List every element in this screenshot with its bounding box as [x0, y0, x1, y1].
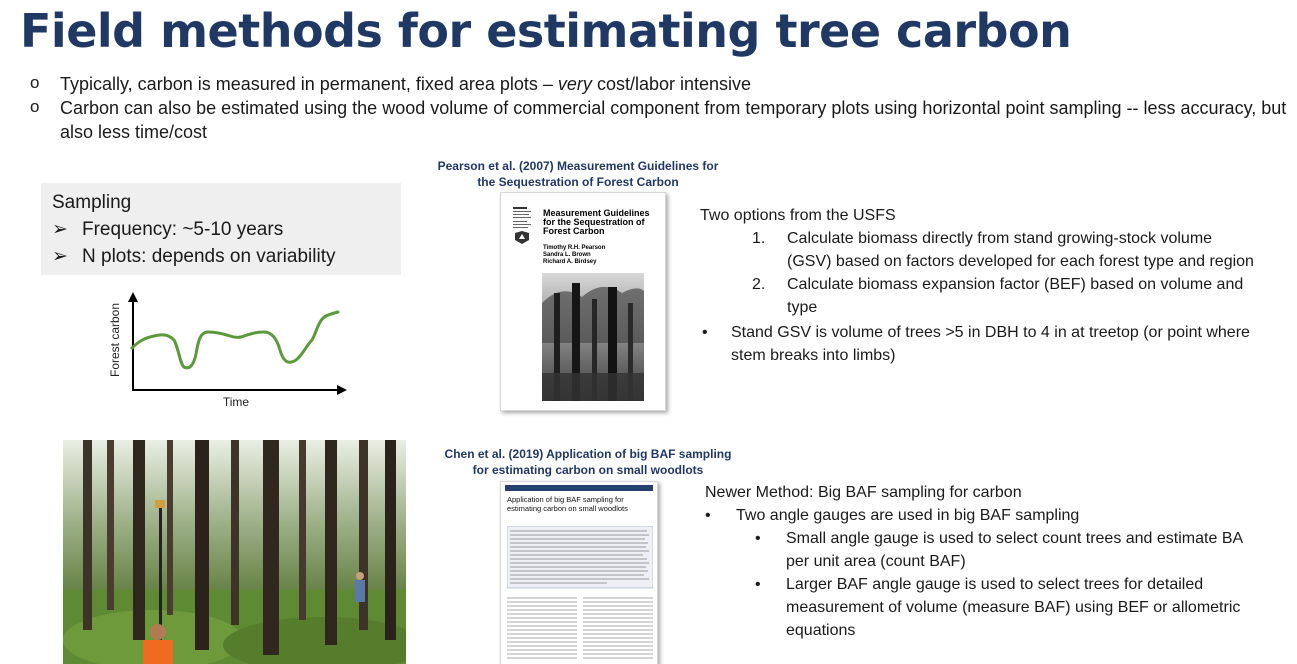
journal-header-bar: [505, 485, 653, 491]
usfs-option-1: 1. Calculate biomass directly from stand growing-stock volume (GSV) based on factors developed for each forest type and region: [752, 230, 1254, 270]
graph-carbon-line: [132, 312, 338, 368]
usfs-option-2: 2. Calculate biomass expansion factor (BEF) based on volume and type: [752, 276, 1244, 316]
intro-bullets: [28, 72, 1290, 144]
sampling-heading: Sampling: [52, 192, 132, 213]
forest-field-photo: [63, 440, 406, 664]
baf-sub-bullet-2: • Larger BAF angle gauge is used to select trees for detailed measurement of volume (measure BAF) using BEF or allometric equations: [705, 573, 1245, 642]
graph-x-arrow-icon: [337, 385, 347, 395]
baf-sub-bullet-1: • Small angle gauge is used to select count trees and estimate BA per unit area (count BAF): [705, 527, 1245, 573]
graph-xlabel: Time: [222, 395, 250, 409]
pearson-cover-image: [500, 192, 666, 411]
arrow-bullet-icon: ➢: [52, 246, 68, 267]
graph-ylabel: Forest carbon: [108, 302, 122, 378]
carbon-time-graph: [104, 290, 354, 412]
pearson-reference: Pearson et al. (2007) Measurement Guidelines for the Sequestration of Forest Carbon: [437, 159, 719, 189]
baf-heading: Newer Method: Big BAF sampling for carbon: [705, 484, 1022, 501]
arrow-bullet-icon: ➢: [52, 219, 68, 240]
sampling-item-frequency: ➢ Frequency: ~5-10 years: [52, 216, 401, 243]
forest-photo-bw: [542, 273, 644, 401]
sampling-item-nplots: ➢ N plots: depends on variability: [52, 243, 401, 270]
usda-logo-icon: [511, 207, 533, 245]
usfs-heading: Two options from the USFS: [700, 207, 896, 224]
graph-y-arrow-icon: [128, 292, 138, 302]
chen-reference: Chen et al. (2019) Application of big BAF sampling for estimating carbon on small woodlots: [444, 447, 732, 477]
chen-cover-image: [500, 481, 658, 664]
slide-title: Field methods for estimating tree carbon: [20, 4, 1072, 58]
sampling-box: [41, 183, 401, 275]
chen-cover-title: Application of big BAF sampling for estimating carbon on small woodlots: [507, 495, 628, 513]
big-baf-method: [705, 481, 1290, 642]
usfs-gsv-bullet: • Stand GSV is volume of trees >5 in DBH to 4 in at treetop (or point where stem breaks into limbs): [700, 321, 1260, 367]
baf-bullet: • Two angle gauges are used in big BAF sampling: [705, 504, 1290, 527]
intro-bullet-1: o Typically, carbon is measured in permanent, fixed area plots – very cost/labor intensive: [28, 72, 1290, 96]
intro-bullet-2: o Carbon can also be estimated using the wood volume of commercial component from temporary plots using horizontal point sampling -- less accuracy, but also less time/cost: [28, 96, 1290, 144]
article-text-lines: [507, 526, 653, 664]
usfs-options: [700, 204, 1290, 367]
pearson-cover-authors: Timothy R.H. Pearson Sandra L. Brown Richard A. Birdsey: [543, 245, 606, 265]
pearson-cover-title: Measurement Guidelines for the Sequestration of Forest Carbon: [543, 208, 650, 236]
